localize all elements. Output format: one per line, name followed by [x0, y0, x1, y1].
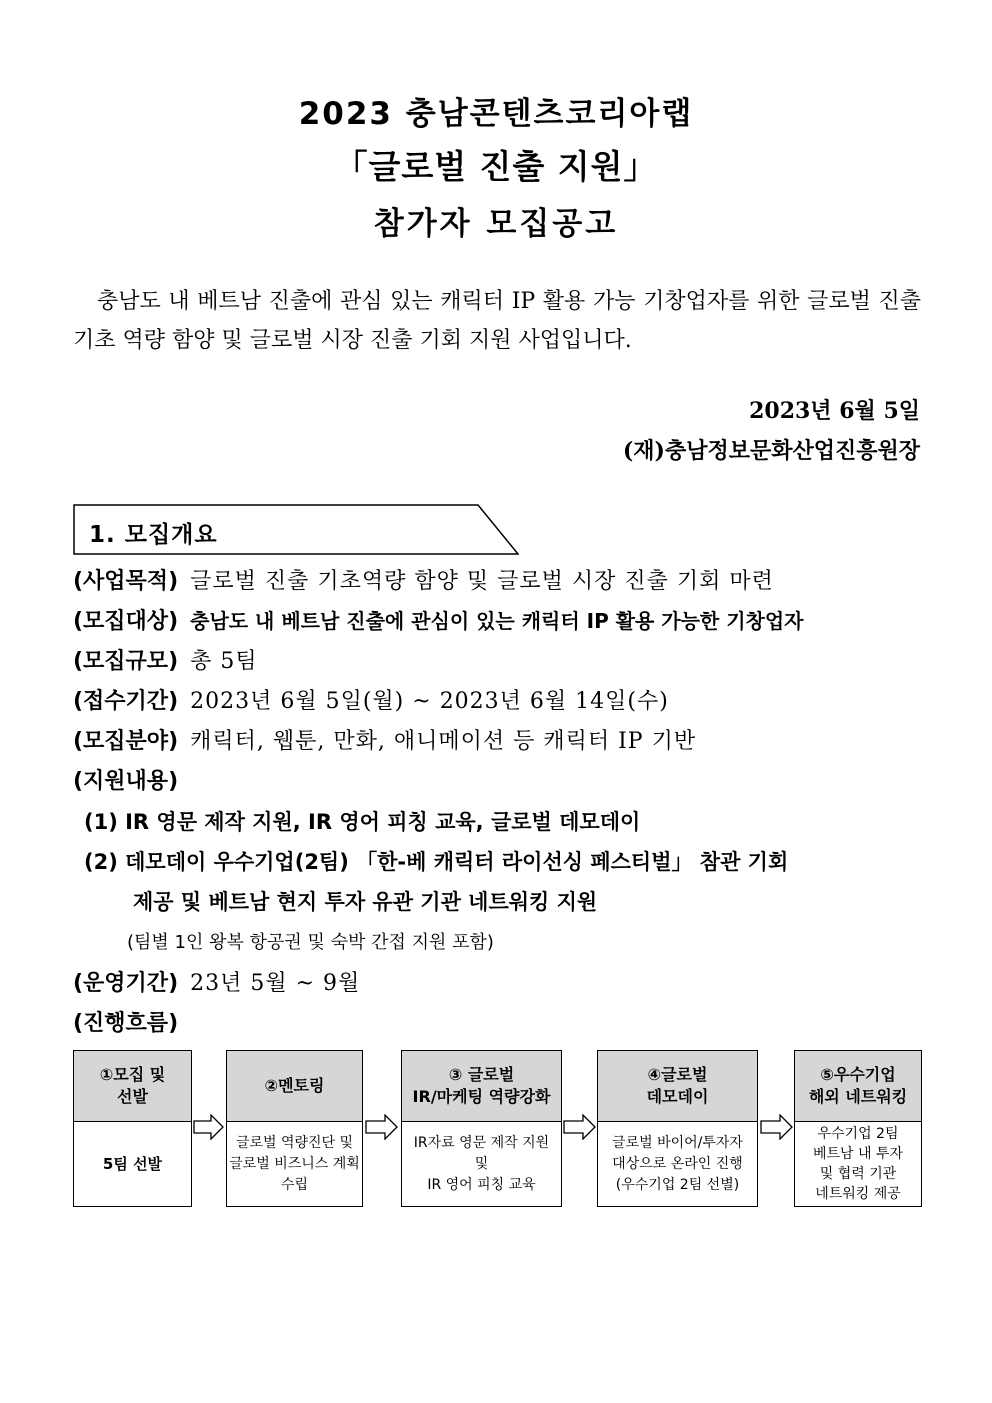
info-value: 총 5팀 [190, 649, 258, 674]
title-line-2: 「글로벌 진출 지원」 [334, 147, 658, 186]
title-line-3: 참가자 모집공고 [373, 206, 619, 242]
info-label: (사업목적) [73, 569, 179, 594]
flow-step-title: ①모집 및 선발 [74, 1051, 191, 1122]
intro-paragraph [73, 282, 921, 360]
support-note: (팀별 1인 왕복 항공권 및 숙박 간접 지원 포함) [127, 932, 494, 953]
flow-step-desc: 글로벌 바이어/투자자 대상으로 온라인 진행 (우수기업 2팀 선별) [612, 1134, 743, 1193]
organization-name: (재)충남정보문화산업진흥원장 [622, 438, 920, 464]
info-row-target [73, 604, 804, 635]
support-item-1: (1) IR 영문 제작 지원, IR 영어 피칭 교육, 글로벌 데모데이 [84, 810, 641, 834]
info-label: (모집대상) [73, 609, 179, 634]
flow-step-title: ②멘토링 [227, 1051, 362, 1122]
flow-arrow-icon [760, 1114, 794, 1140]
info-value: 2023년 6월 5일(월) ~ 2023년 6월 14일(수) [190, 689, 669, 714]
announcement-date: 2023년 6월 5일 [749, 398, 920, 424]
flow-step-title: ③ 글로벌 IR/마케팅 역량강화 [402, 1051, 561, 1122]
intro-text: 충남도 내 베트남 진출에 관심 있는 캐릭터 IP 활용 가능 기창업자를 위한 글로벌 진출 기초 역량 함양 및 글로벌 시장 진출 기회 지원 사업입니다. [73, 289, 921, 353]
flow-step-desc: 5팀 선발 [102, 1154, 163, 1173]
flow-step-3 [401, 1050, 562, 1207]
info-label: (모집규모) [73, 649, 179, 674]
flow-step-4 [597, 1050, 758, 1207]
info-value: 글로벌 진출 기초역량 함양 및 글로벌 시장 진출 기회 마련 [190, 569, 774, 594]
flow-arrow-icon [193, 1114, 225, 1140]
section-heading-label: 1. 모집개요 [89, 522, 218, 548]
flow-step-desc: 우수기업 2팀 베트남 내 투자 및 협력 기관 네트워킹 제공 [812, 1126, 904, 1202]
flow-step-title: ⑤우수기업 해외 네트워킹 [795, 1051, 921, 1122]
info-row-scale [73, 644, 258, 675]
info-value: 23년 5월 ~ 9월 [190, 971, 361, 996]
support-item-2-line1: (2) 데모데이 우수기업(2팀) 「한-베 캐릭터 라이선싱 페스티벌」 참관 기회 [84, 850, 789, 874]
info-label: (접수기간) [73, 689, 179, 714]
info-label: (지원내용) [73, 769, 179, 794]
title-line-1: 2023 충남콘텐츠코리아랩 [298, 96, 694, 132]
flow-step-5 [794, 1050, 922, 1207]
info-label: (모집분야) [73, 729, 179, 754]
info-value: 충남도 내 베트남 진출에 관심이 있는 캐릭터 IP 활용 가능한 기창업자 [190, 609, 804, 633]
flow-arrow-icon [365, 1114, 399, 1140]
flow-step-1 [73, 1050, 192, 1207]
info-row-purpose [73, 564, 774, 595]
flow-step-desc: IR자료 영문 제작 지원 및 IR 영어 피칭 교육 [413, 1134, 550, 1193]
info-label: (운영기간) [73, 971, 179, 996]
info-row-operation [73, 966, 360, 997]
info-row-field [73, 724, 696, 755]
info-label: (진행흐름) [73, 1011, 179, 1036]
section-heading-box [73, 504, 519, 556]
support-item-2-line2: 제공 및 베트남 현지 투자 유관 기관 네트워킹 지원 [133, 890, 598, 914]
info-row-flow [73, 1006, 190, 1037]
flow-step-desc: 글로벌 역량진단 및 글로벌 비즈니스 계획 수립 [229, 1134, 360, 1193]
info-value: 캐릭터, 웹툰, 만화, 애니메이션 등 캐릭터 IP 기반 [190, 729, 697, 754]
info-row-period [73, 684, 669, 715]
info-row-support [73, 764, 190, 795]
flow-step-title: ④글로벌 데모데이 [598, 1051, 757, 1122]
flow-arrow-icon [563, 1114, 597, 1140]
flow-step-2 [226, 1050, 363, 1207]
